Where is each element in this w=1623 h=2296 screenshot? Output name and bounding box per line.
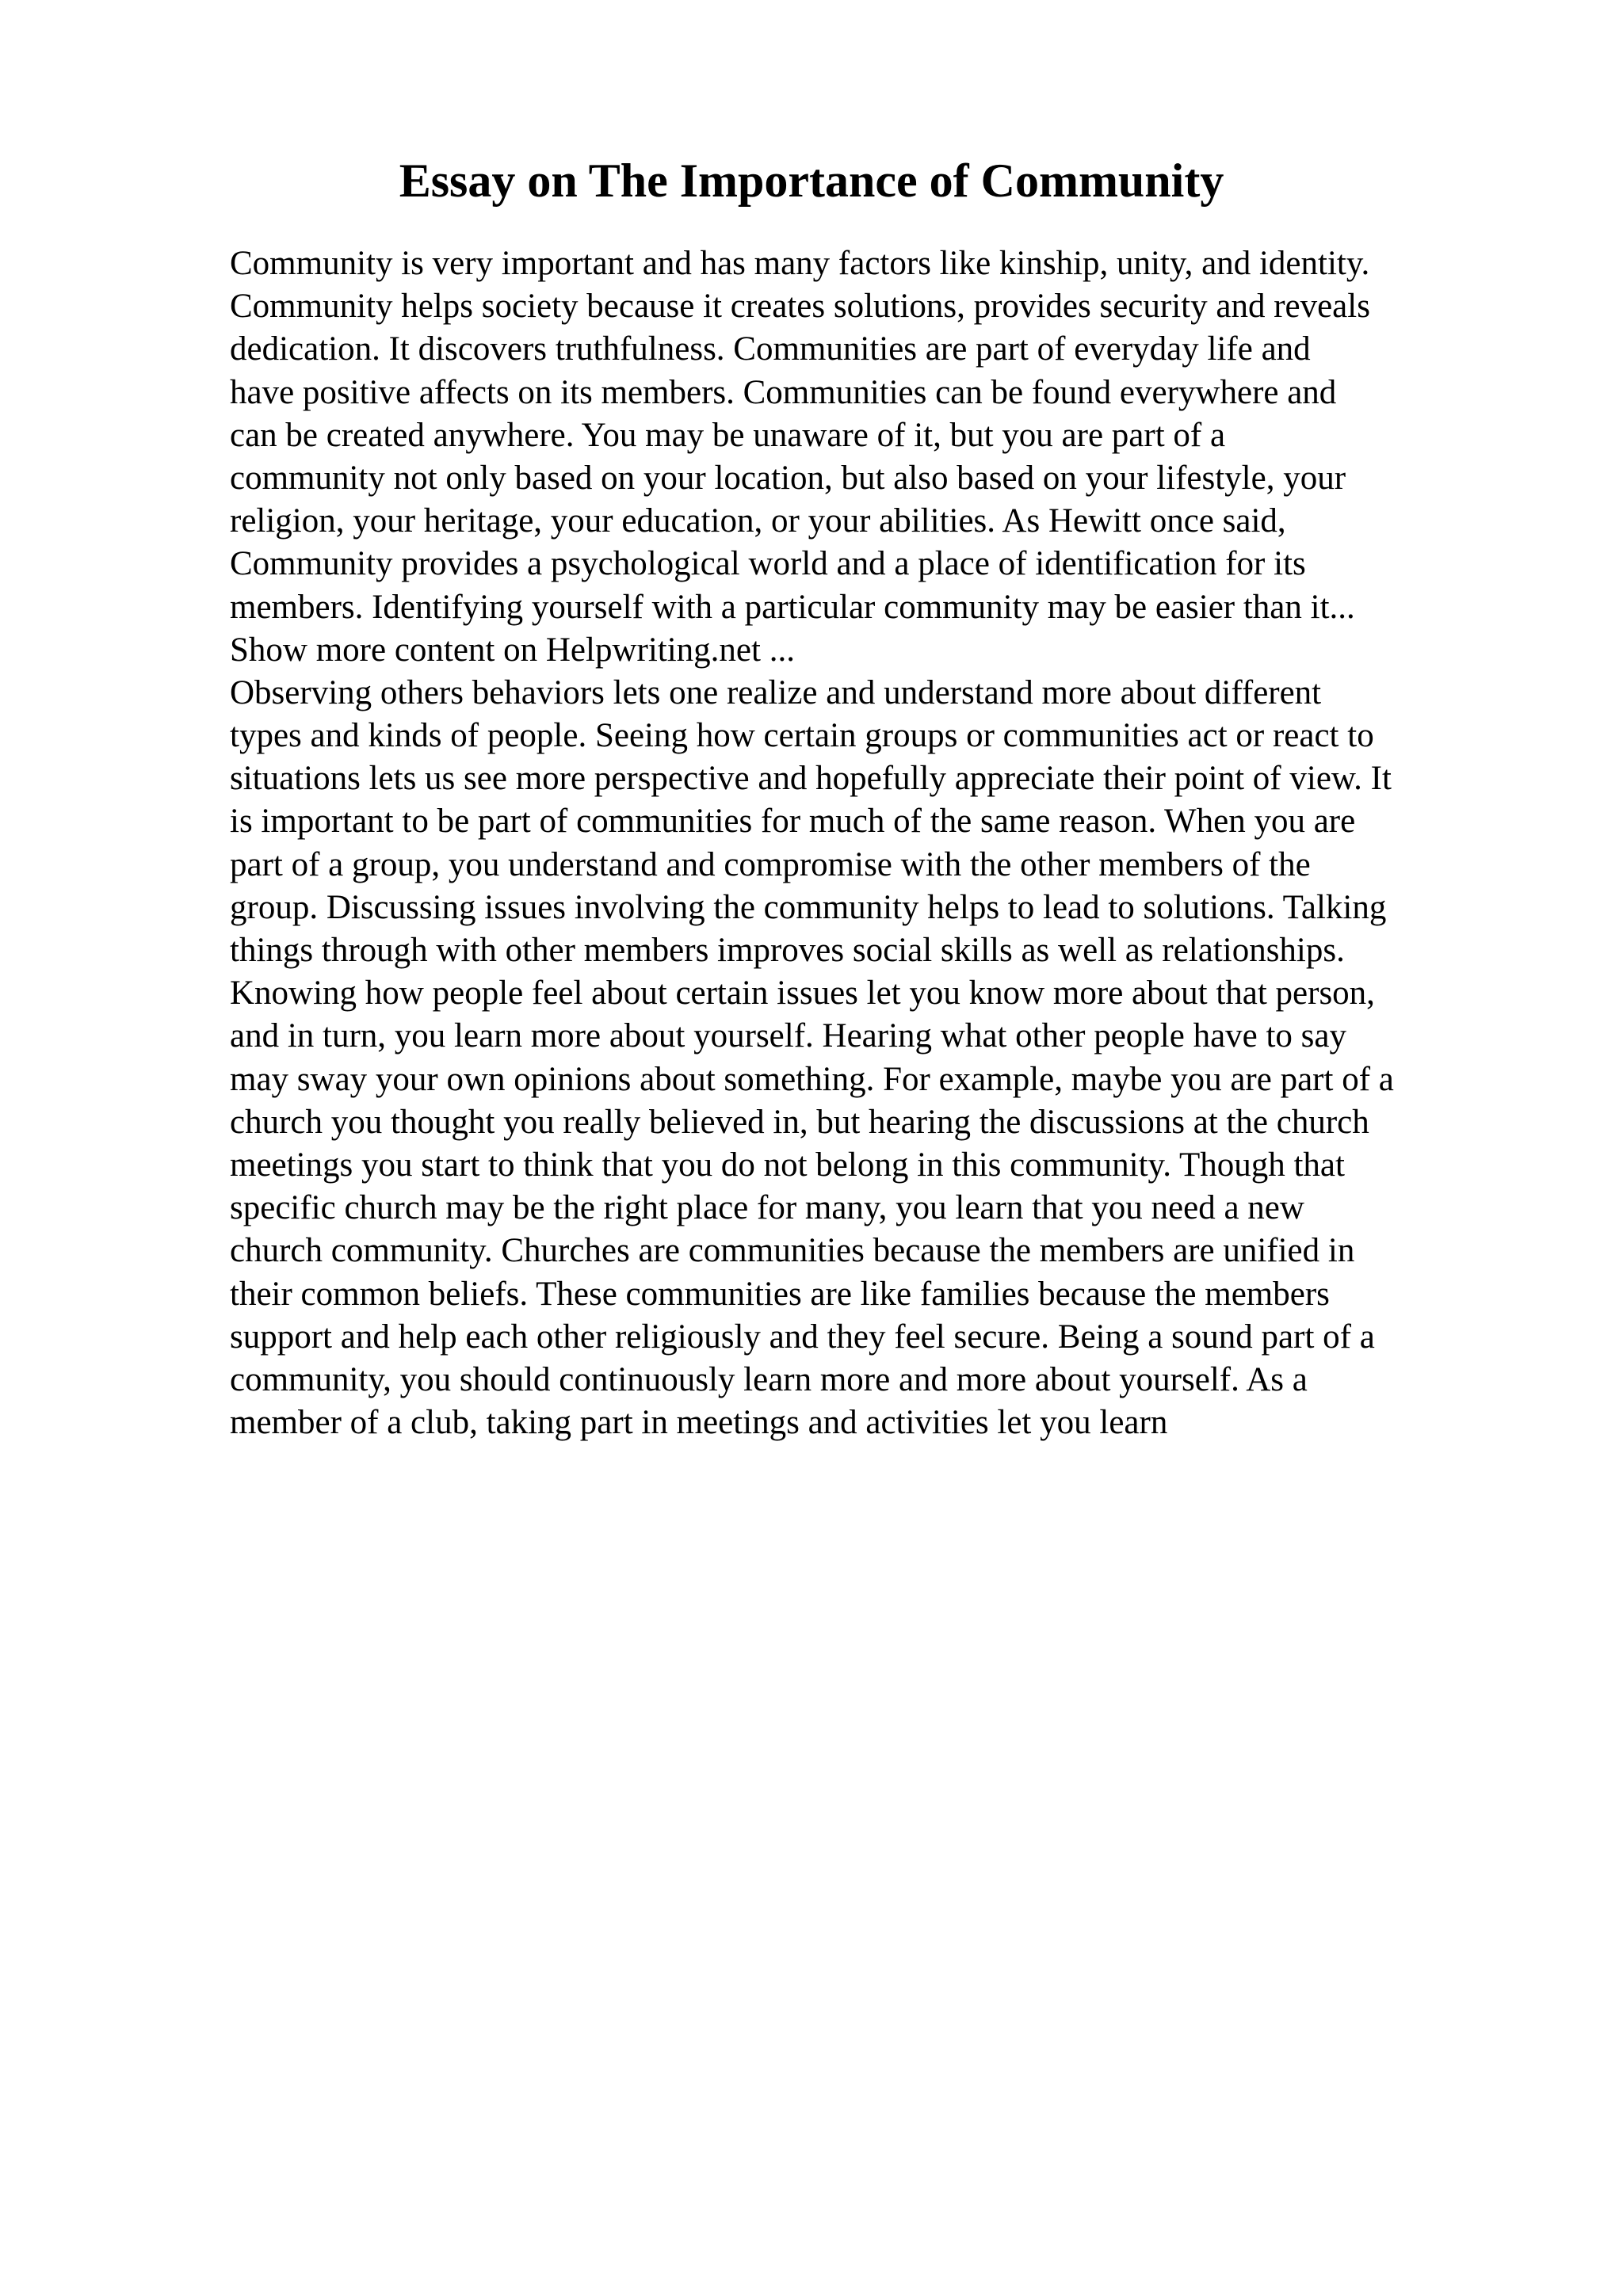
essay-line: member of a club, taking part in meetings and activities let you learn — [230, 1404, 1168, 1442]
essay-line: and in turn, you learn more about yourself. Hearing what other people have to say — [230, 1017, 1347, 1055]
show-more-link: Show more content on Helpwriting.net ... — [230, 631, 795, 669]
essay-line: religion, your heritage, your education, or your abilities. As Hewitt once said, — [230, 502, 1286, 540]
essay-line: Knowing how people feel about certain issues let you know more about that person, — [230, 974, 1375, 1013]
essay-line: is important to be part of communities for much of the same reason. When you are — [230, 803, 1356, 841]
essay-line: situations lets us see more perspective and hopefully appreciate their point of view. It — [230, 760, 1392, 798]
essay-line: part of a group, you understand and compromise with the other members of the — [230, 845, 1311, 883]
essay-line: dedication. It discovers truthfulness. Communities are part of everyday life and — [230, 330, 1311, 368]
essay-line: community, you should continuously learn more and more about yourself. As a — [230, 1360, 1308, 1398]
essay-line: Community helps society because it creates solutions, provides security and reveals — [230, 288, 1370, 326]
essay-line: specific church may be the right place for many, you learn that you need a new — [230, 1189, 1304, 1227]
essay-line: group. Discussing issues involving the community helps to lead to solutions. Talking — [230, 888, 1387, 926]
essay-line: community not only based on your location, but also based on your lifestyle, your — [230, 459, 1346, 497]
essay-line: may sway your own opinions about something. For example, maybe you are part of a — [230, 1060, 1394, 1098]
essay-line: meetings you start to think that you do not belong in this community. Though that — [230, 1146, 1345, 1184]
essay-line: things through with other members improves social skills as well as relationships. — [230, 932, 1345, 969]
essay-line: have positive affects on its members. Communities can be found everywhere and — [230, 373, 1337, 411]
essay-line: Community is very important and has many factors like kinship, unity, and identity. — [230, 245, 1370, 282]
essay-line: church you thought you really believed in, but hearing the discussions at the church — [230, 1103, 1369, 1141]
essay-title: Essay on The Importance of Community — [399, 154, 1224, 207]
essay-line: their common beliefs. These communities are like families because the members — [230, 1275, 1330, 1313]
essay-line: Observing others behaviors lets one realize and understand more about different — [230, 673, 1322, 711]
essay-line: church community. Churches are communities because the members are unified in — [230, 1232, 1355, 1270]
essay-line: members. Identifying yourself with a particular community may be easier than it... — [230, 588, 1355, 626]
essay-line: can be created anywhere. You may be unaware of it, but you are part of a — [230, 416, 1226, 454]
essay-line: support and help each other religiously and they feel secure. Being a sound part of a — [230, 1318, 1375, 1356]
essay-body — [230, 242, 1514, 1444]
essay-line: Community provides a psychological world and a place of identification for its — [230, 545, 1306, 583]
essay-line: types and kinds of people. Seeing how certain groups or communities act or react to — [230, 717, 1374, 755]
